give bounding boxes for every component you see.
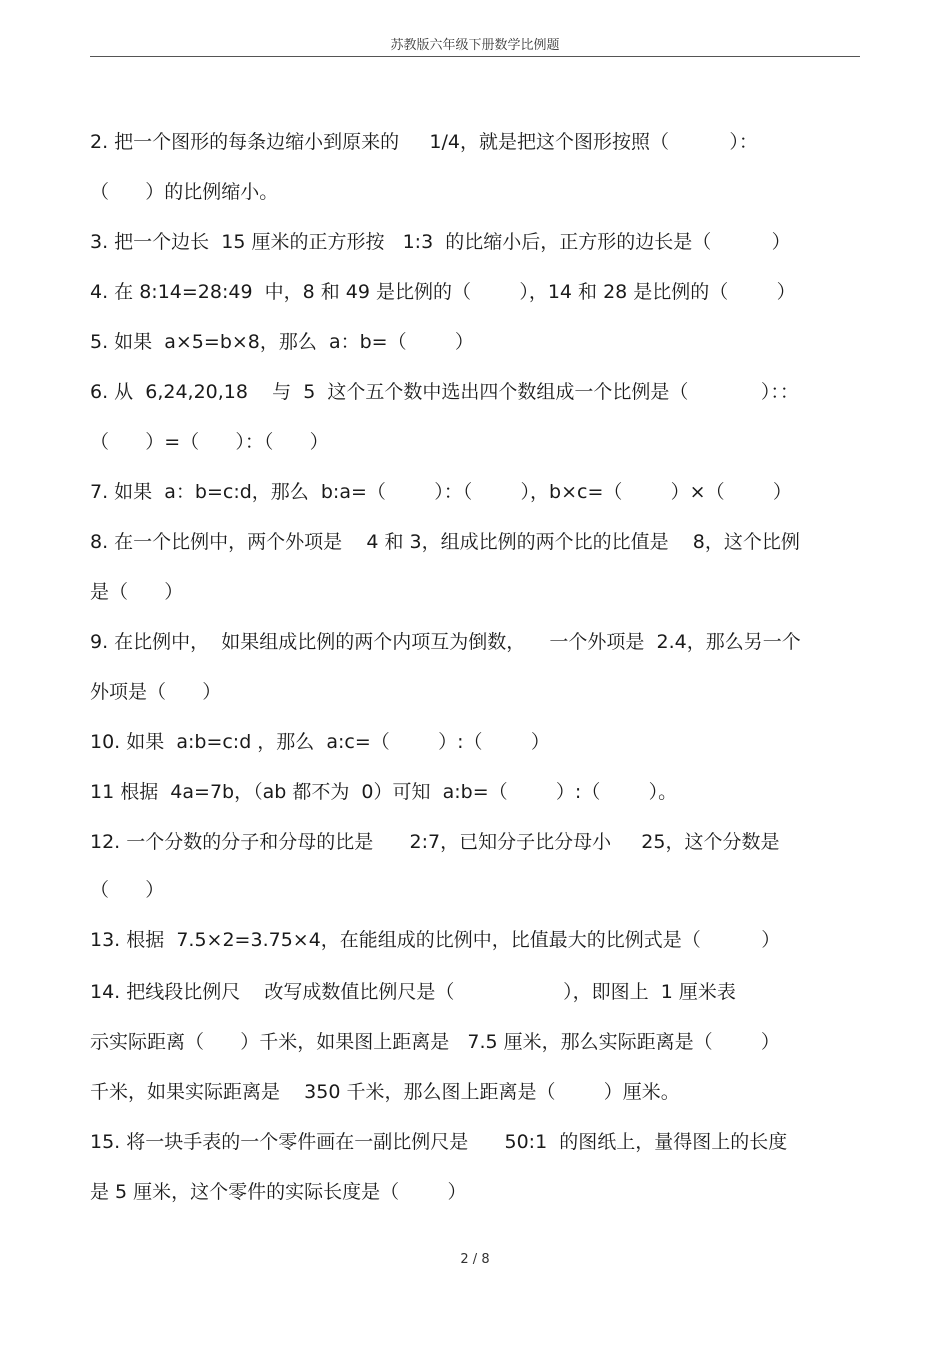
question-6-line-2: （ ）=（ ）：（ ） — [90, 431, 329, 453]
question-6-line-1: 6. 从 6,24,20,18 与 5 这个五个数中选出四个数组成一个比例是（ ）：： — [90, 381, 799, 403]
question-8-line-1: 8. 在一个比例中，两个外项是 4 和 3，组成比例的两个比的比值是 8，这个比例 — [90, 531, 800, 553]
question-9-line-2: 外项是（ ） — [90, 681, 222, 703]
question-2-line-1: 2. 把一个图形的每条边缩小到原来的 1/4，就是把这个图形按照（ ）： — [90, 131, 758, 153]
question-5: 5. 如果 a×5=b×8，那么 a：b=（ ） — [90, 331, 474, 353]
question-12-line-1: 12. 一个分数的分子和分母的比是 2:7，已知分子比分母小 25，这个分数是 — [90, 831, 780, 853]
question-15-line-2: 是 5 厘米，这个零件的实际长度是（ ） — [90, 1181, 467, 1203]
question-14-line-1: 14. 把线段比例尺 改写成数值比例尺是（ ），即图上 1 厘米表 — [90, 981, 736, 1003]
header-divider — [90, 56, 860, 57]
question-4: 4. 在 8:14=28:49 中，8 和 49 是比例的（ ），14 和 28 是比例的（ ） — [90, 281, 796, 303]
question-10: 10. 如果 a:b=c:d ，那么 a:c=（ ）:（ ） — [90, 731, 550, 753]
question-12-line-2: （ ） — [90, 879, 165, 901]
question-14-line-3: 千米，如果实际距离是 350 千米，那么图上距离是（ ）厘米。 — [90, 1081, 680, 1103]
question-3: 3. 把一个边长 15 厘米的正方形按 1:3 的比缩小后，正方形的边长是（ ） — [90, 231, 791, 253]
running-header-title: 苏教版六年级下册数学比例题 — [390, 38, 560, 53]
question-14-line-2: 示实际距离（ ）千米，如果图上距离是 7.5 厘米，那么实际距离是（ ） — [90, 1031, 780, 1053]
question-15-line-1: 15. 将一块手表的一个零件画在一副比例尺是 50:1 的图纸上，量得图上的长度 — [90, 1131, 788, 1153]
question-13: 13. 根据 7.5×2=3.75×4，在能组成的比例中，比值最大的比例式是（ ） — [90, 929, 781, 951]
question-9-line-1: 9. 在比例中， 如果组成比例的两个内项互为倒数， 一个外项是 2.4，那么另一个 — [90, 631, 801, 653]
question-7: 7. 如果 a：b=c:d，那么 b:a=（ ）：（ ），b×c=（ ）×（ ） — [90, 481, 792, 503]
question-8-line-2: 是（ ） — [90, 581, 184, 603]
question-11: 11 根据 4a=7b，（ab 都不为 0）可知 a:b=（ ）:（ ）。 — [90, 781, 678, 803]
question-2-line-2: （ ）的比例缩小。 — [90, 181, 279, 203]
page-number: 2 / 8 — [460, 1252, 490, 1267]
